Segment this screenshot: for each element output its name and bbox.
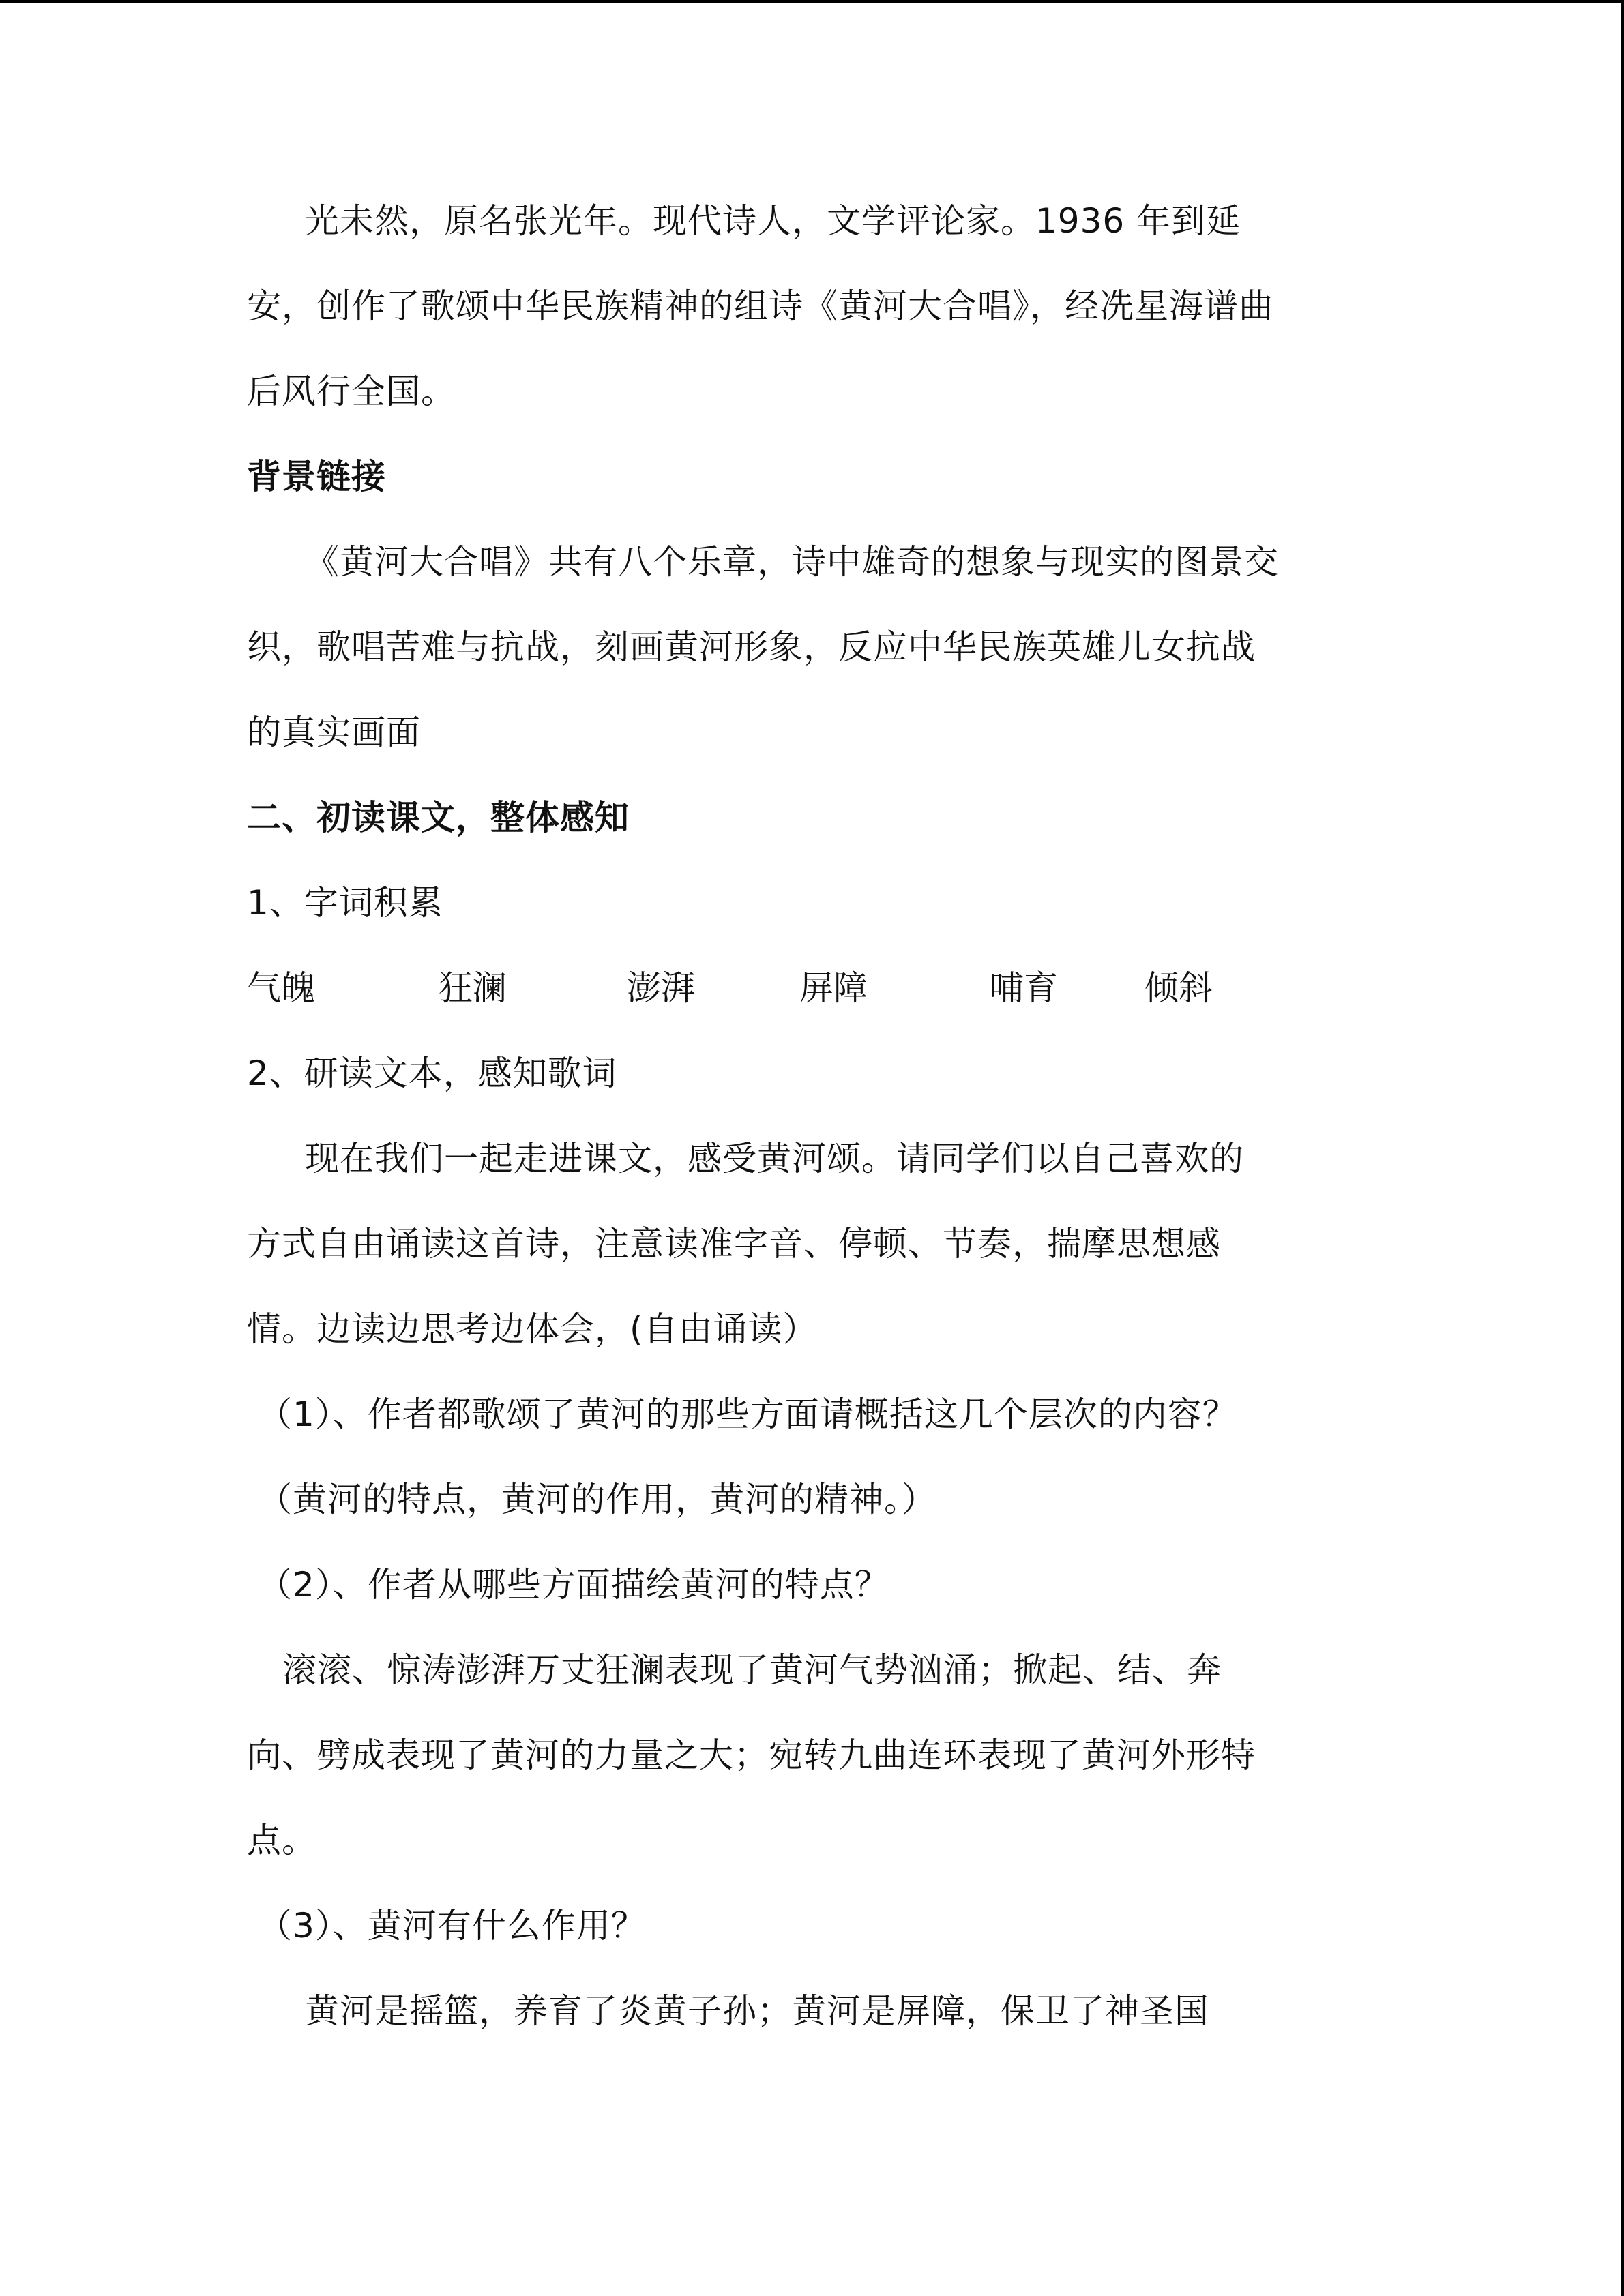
- author-intro-line-3: 后风行全国。: [247, 372, 456, 411]
- background-line-1: 《黄河大合唱》共有八个乐章，诗中雄奇的想象与现实的图景交: [305, 542, 1279, 582]
- vocab-heading: 1、字词积累: [247, 883, 443, 923]
- vocab-word: 狂澜: [439, 968, 507, 1008]
- vocab-word: 哺育: [990, 968, 1058, 1008]
- vocab-word: 澎湃: [627, 968, 695, 1008]
- answer-3-line-1: 黄河是摇篮，养育了炎黄子孙；黄河是屏障，保卫了神圣国: [305, 1991, 1209, 2031]
- background-line-3: 的真实画面: [247, 713, 421, 752]
- author-intro-line-2: 安，创作了歌颂中华民族精神的组诗《黄河大合唱》，经冼星海谱曲: [247, 286, 1273, 326]
- intro-line-2: 方式自由诵读这首诗，注意读准字音、停顿、节奏，揣摩思想感: [247, 1224, 1221, 1264]
- author-intro-line-1: 光未然，原名张光年。现代诗人，文学评论家。1936 年到延: [305, 201, 1241, 241]
- intro-line-3: 情。边读边思考边体会，(自由诵读）: [247, 1309, 818, 1349]
- background-heading: 背景链接: [247, 457, 386, 496]
- question-2: （2）、作者从哪些方面描绘黄河的特点？: [258, 1565, 889, 1605]
- background-line-2: 织，歌唱苦难与抗战，刻画黄河形象，反应中华民族英雄儿女抗战: [247, 627, 1256, 667]
- question-3: （3）、黄河有什么作用？: [258, 1906, 646, 1945]
- page-border-right: [1621, 0, 1624, 2296]
- answer-2-line-2: 向、劈成表现了黄河的力量之大；宛转九曲连环表现了黄河外形特: [247, 1735, 1256, 1775]
- page-border-top: [0, 0, 1624, 3]
- section-2-heading: 二、初读课文，整体感知: [247, 798, 630, 837]
- vocab-word: 屏障: [799, 968, 868, 1008]
- answer-2-line-1: 滚滚、惊涛澎湃万丈狂澜表现了黄河气势汹涌；掀起、结、奔: [282, 1650, 1222, 1690]
- study-heading: 2、研读文本，感知歌词: [247, 1054, 617, 1093]
- question-1: （1）、作者都歌颂了黄河的那些方面请概括这几个层次的内容？: [258, 1395, 1237, 1434]
- intro-line-1: 现在我们一起走进课文，感受黄河颂。请同学们以自己喜欢的: [305, 1139, 1244, 1178]
- vocab-word: 倾斜: [1145, 968, 1213, 1008]
- answer-1: （黄河的特点，黄河的作用，黄河的精神。）: [258, 1480, 936, 1519]
- answer-2-line-3: 点。: [247, 1821, 316, 1860]
- vocab-word: 气魄: [247, 968, 315, 1008]
